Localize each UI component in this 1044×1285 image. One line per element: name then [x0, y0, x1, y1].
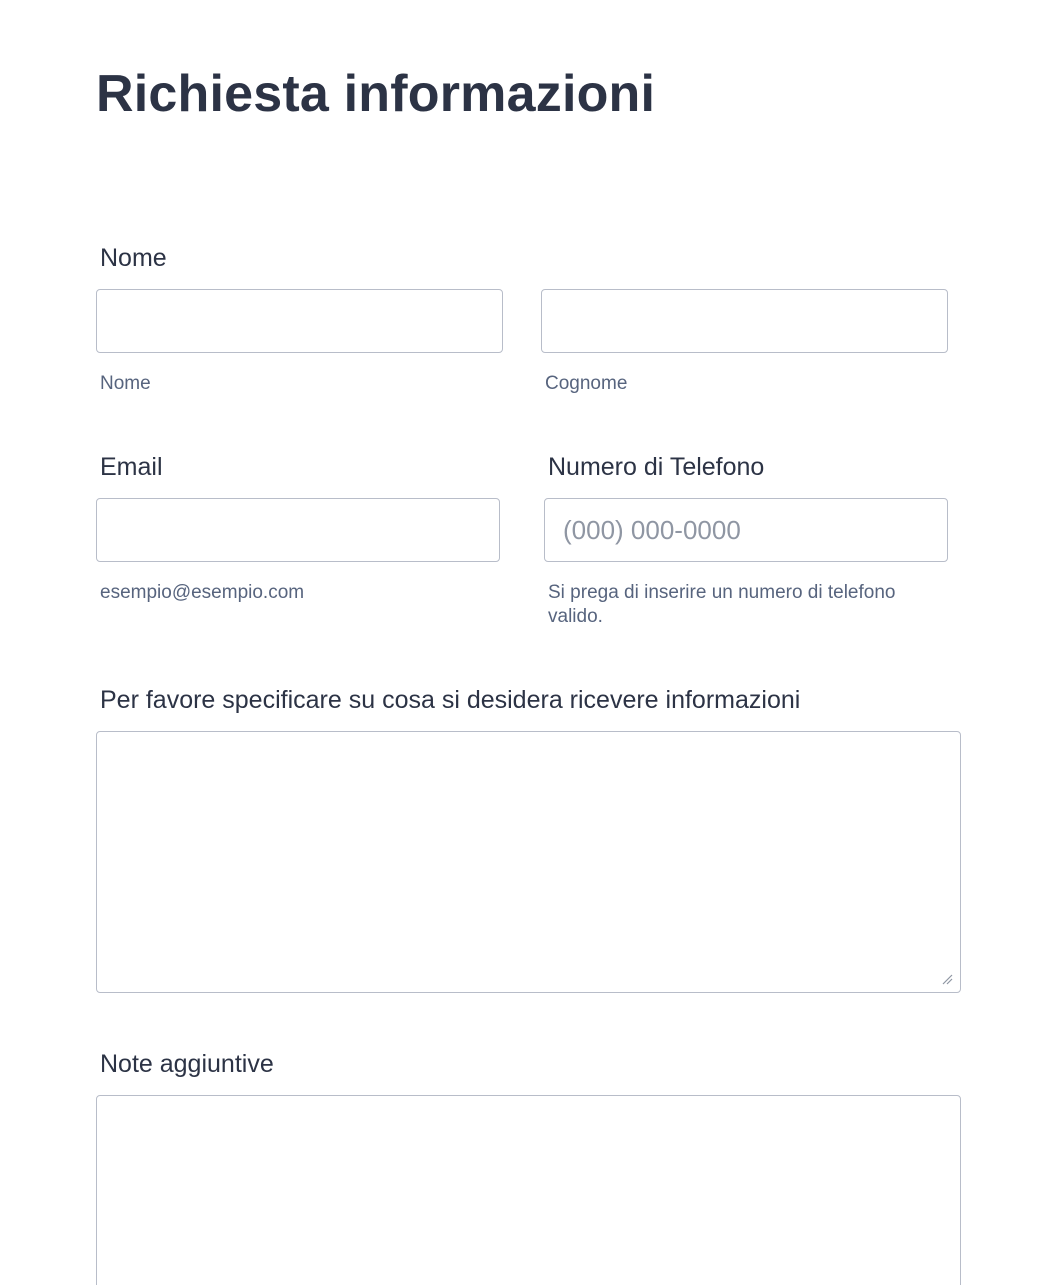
phone-input[interactable]: [544, 498, 948, 562]
name-label: Nome: [100, 244, 167, 272]
phone-label: Numero di Telefono: [548, 453, 765, 481]
info-request-label: Per favore specificare su cosa si desidera ricevere informazioni: [100, 686, 801, 714]
info-request-textarea[interactable]: [96, 731, 961, 993]
email-sublabel: esempio@esempio.com: [100, 582, 305, 603]
email-input[interactable]: [96, 498, 500, 562]
last-name-input[interactable]: [541, 289, 948, 353]
first-name-sublabel: Nome: [100, 373, 151, 394]
notes-textarea[interactable]: [96, 1095, 961, 1285]
last-name-sublabel: Cognome: [545, 373, 628, 394]
notes-label: Note aggiuntive: [100, 1050, 274, 1078]
first-name-input[interactable]: [96, 289, 503, 353]
resize-handle-icon[interactable]: [941, 973, 953, 985]
email-label: Email: [100, 453, 163, 481]
form-title: Richiesta informazioni: [96, 65, 656, 123]
phone-sublabel: Si prega di inserire un numero di telefono valido.: [548, 582, 896, 627]
